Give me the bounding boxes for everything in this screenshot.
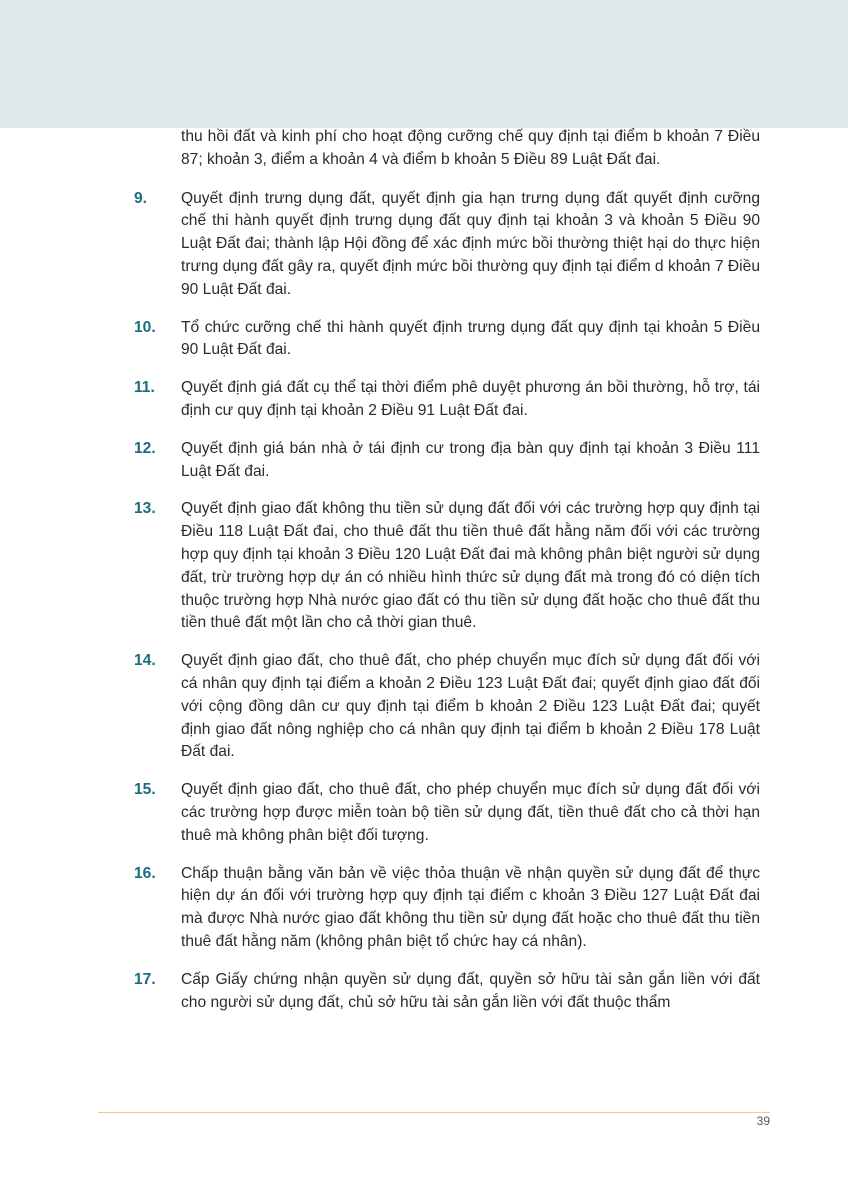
page-number: 39 (756, 1114, 770, 1128)
list-item (134, 188, 760, 302)
item-text: Quyết định giá bán nhà ở tái định cư trong địa bàn quy định tại khoản 3 Điều 111 Luật Đất đai. (181, 439, 760, 480)
item-number: 17. (134, 970, 156, 988)
item-text: Cấp Giấy chứng nhận quyền sử dụng đất, quyền sở hữu tài sản gắn liền với đất cho người sử dụng đất, chủ sở hữu tài sản gắn liền với đất thuộc thẩm (181, 970, 760, 1011)
item-text: Quyết định giao đất không thu tiền sử dụng đất đối với các trường hợp quy định tại Điều 118 Luật Đất đai, cho thuê đất thu tiền thuê đất hằng năm đối với các trường hợp quy định tại khoản 3 Điều 120 Luật Đất đai mà không phân biệt người sử dụng đất, trừ trường hợp dự án có nhiều hình thức sử dụng đất mà trong đó có diện tích thuộc trường hợp Nhà nước giao đất có thu tiền sử dụng đất hoặc cho thuê đất thu tiền thuê đất một lần cho cả thời gian thuê. (181, 500, 760, 632)
footer-divider (98, 1112, 770, 1113)
item-text: Tổ chức cưỡng chế thi hành quyết định trưng dụng đất quy định tại khoản 5 Điều 90 Luật Đất đai. (181, 318, 760, 359)
item-text: Chấp thuận bằng văn bản về việc thỏa thuận về nhận quyền sử dụng đất để thực hiện dự án đối với trường hợp quy định tại điểm c khoản 3 Điều 127 Luật Đất đai mà được Nhà nước giao đất không thu tiền sử dụng đất hoặc cho thuê đất thu tiền thuê đất hằng năm (không phân biệt tổ chức hay cá nhân). (181, 864, 760, 950)
list-item (134, 438, 760, 484)
item-number: 12. (134, 439, 156, 457)
list-item (134, 498, 760, 635)
item-number: 14. (134, 652, 156, 670)
item-text: Quyết định trưng dụng đất, quyết định gia hạn trưng dụng đất quyết định cưỡng chế thi hành quyết định trưng dụng đất quy định tại khoản 3 và khoản 5 Điều 90 Luật Đất đai; thành lập Hội đồng để xác định mức bồi thường thiệt hại do thực hiện trưng dụng đất gây ra, quyết định mức bồi thường quy định tại điểm d khoản 7 Điều 90 Luật Đất đai. (181, 189, 760, 298)
list-item (134, 377, 760, 423)
list-item (134, 317, 760, 363)
list-item (134, 863, 760, 954)
header-band (0, 0, 848, 128)
item-number: 10. (134, 318, 156, 336)
item-number: 11. (134, 379, 155, 397)
list-item (134, 650, 760, 764)
item-number: 16. (134, 864, 156, 882)
item-number: 9. (134, 189, 148, 207)
item-number: 13. (134, 500, 156, 518)
item-number: 15. (134, 781, 156, 799)
continuation-paragraph: thu hồi đất và kinh phí cho hoạt động cưỡng chế quy định tại điểm b khoản 7 Điều 87; khoản 3, điểm a khoản 4 và điểm b khoản 5 Điều 89 Luật Đất đai. (181, 128, 760, 168)
item-text: Quyết định giá đất cụ thể tại thời điểm phê duyệt phương án bồi thường, hỗ trợ, tái định cư quy định tại khoản 2 Điều 91 Luật Đất đai. (181, 379, 760, 419)
list-item (134, 969, 760, 1015)
item-text: Quyết định giao đất, cho thuê đất, cho phép chuyển mục đích sử dụng đất đối với cá nhân quy định tại điểm a khoản 2 Điều 123 Luật Đất đai; quyết định giao đất đối với cộng đồng dân cư quy định tại điểm b khoản 2 Điều 123 Luật Đất đai; quyết định giao đất nông nghiệp cho cá nhân quy định tại điểm b khoản 2 Điều 178 Luật Đất đai. (181, 652, 760, 761)
document-body (134, 126, 760, 1029)
list-item (134, 779, 760, 847)
item-text: Quyết định giao đất, cho thuê đất, cho phép chuyển mục đích sử dụng đất đối với các trường hợp được miễn toàn bộ tiền sử dụng đất, tiền thuê đất cho cả thời hạn thuê mà không phân biệt đối tượng. (181, 781, 760, 844)
